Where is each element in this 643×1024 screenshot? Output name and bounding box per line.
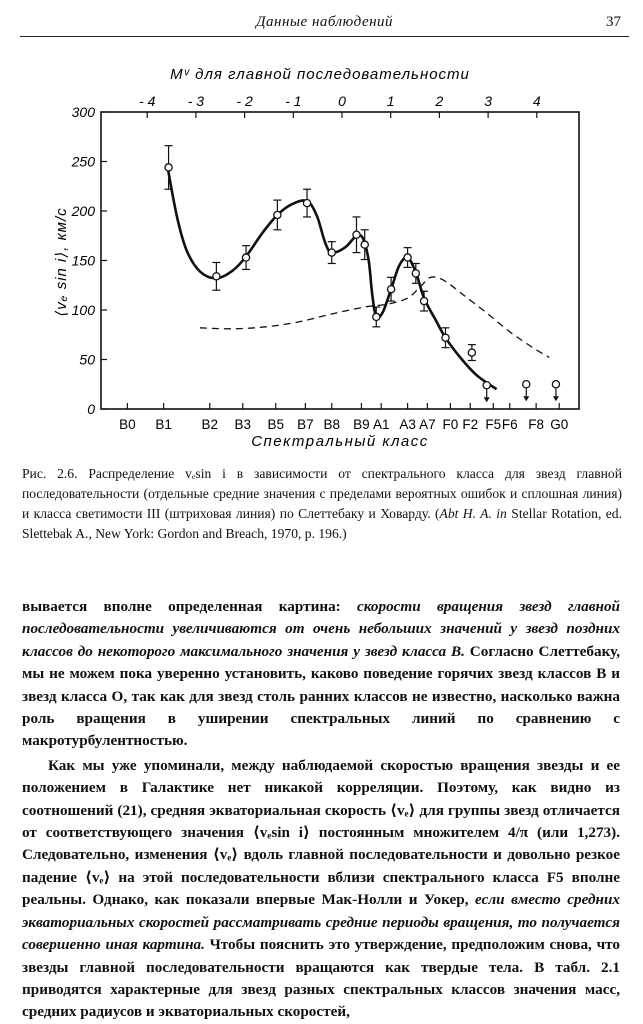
data-point (468, 349, 475, 356)
data-point (523, 381, 530, 388)
top-tick-label: 3 (484, 93, 492, 109)
x-tick-label: F0 (442, 417, 459, 432)
x-tick-label: B2 (201, 417, 219, 432)
data-point (213, 273, 220, 280)
data-point (483, 382, 490, 389)
x-tick-label: F5 (485, 417, 502, 432)
paragraph-2-text-b: Чтобы пояснить это утверждение, предположим снова, что звезды главной последовательности вращаются как твердые тела. В табл. 2.1 приводятся характерные для звезд разных спектральных классов значения масс, средних радиусов и экваториальных скоростей, (22, 936, 620, 1021)
data-point (387, 286, 394, 293)
data-point (361, 241, 368, 248)
x-tick-label: B0 (119, 417, 136, 432)
top-axis-ticks (139, 93, 541, 118)
top-tick-label: 1 (386, 93, 395, 109)
x-tick-label: A1 (372, 417, 390, 432)
data-point (412, 270, 419, 277)
data-point (373, 313, 380, 320)
paragraph-1-text-b: Согласно Слеттебаку, мы не можем пока уверенно установить, каково поведение горячих звезд классов B и звезд класса O, так как для звезд столь ранних классов не известно, насколько важна роль вращения в уширении спектральных линий по сравнению с макротурбулентностью. (22, 642, 620, 750)
x-tick-label: A7 (419, 417, 436, 432)
x-tick-label: G0 (550, 417, 569, 432)
top-tick-label: - 2 (236, 93, 253, 109)
paragraph-2-text-a: Как мы уже упоминали, между наблюдаемой скоростью вращения звезды и ее положением в Галактике нет никакой корреляции. Поэтому, как видно из соотношений (21), средняя экваториальная скорость ⟨vₑ⟩ для группы звезд отличается от соответствующего значения ⟨vₑsin i⟩ постоянным множителем 4/π (или 1,273). Следовательно, изменения ⟨vₑ⟩ вдоль главной последовательности и довольно резкое падение ⟨vₑ⟩ на этой последовательности вблизи спектрального класса F5 вполне реальны. Однако, как показали впервые Мак-Нолли и Уокер, (22, 756, 620, 909)
x-tick-label: A3 (399, 417, 416, 432)
top-tick-label: 2 (435, 93, 444, 109)
caption-text: Распределение vₑsin i в зависимости от спектрального класса для звезд главной последовательности (отдельные средние значения с пределами вероятных ошибок и сплошная линия) и класса светимости III (штриховая линия) по Слеттебаку и Ховарду. ( (22, 466, 623, 521)
y-tick-label: 100 (71, 302, 95, 318)
x-tick-label: B1 (155, 417, 172, 432)
data-points (165, 146, 560, 403)
body-text (22, 596, 620, 1024)
x-tick-label: B9 (353, 417, 370, 432)
data-point (353, 231, 360, 238)
y-tick-label: 0 (87, 401, 95, 417)
y-axis-label: ⟨vₑ sin i⟩, км/с (53, 207, 70, 317)
data-point (420, 297, 427, 304)
data-point (242, 254, 249, 261)
x-axis-ticks (119, 403, 568, 432)
x-tick-label: F2 (462, 417, 479, 432)
y-tick-label: 250 (71, 153, 95, 170)
data-point (442, 334, 449, 341)
page-number: 37 (606, 14, 621, 30)
paragraph-1-text-a: вывается вполне определенная картина: (22, 598, 358, 615)
y-tick-label: 200 (71, 203, 95, 219)
top-tick-label: - 1 (285, 93, 302, 109)
data-point (404, 254, 411, 261)
top-axis-label: Mᵛ для главной последовательности (170, 66, 470, 83)
x-tick-label: F8 (528, 417, 545, 432)
rotation-velocity-chart (0, 56, 643, 460)
upper-limit-arrowhead (553, 396, 559, 401)
x-tick-label: B8 (323, 417, 341, 432)
figure-caption (22, 464, 622, 544)
data-point (165, 164, 172, 171)
running-head-title: Данные наблюдений (255, 14, 394, 30)
y-tick-label: 50 (79, 351, 95, 368)
data-point (303, 199, 310, 206)
x-axis-label: Спектральный класс (251, 433, 429, 450)
paragraph-2-emphasis: если вместо средних экваториальных скоростей рассматривать средние периоды вращения, то получается совершенно иная картина. (22, 891, 621, 954)
top-tick-label: 4 (532, 93, 541, 109)
data-point (274, 211, 281, 218)
upper-limit-arrowhead (484, 397, 490, 402)
x-tick-label: F6 (501, 417, 518, 432)
paragraph-1 (22, 596, 620, 753)
upper-limit-arrowhead (523, 396, 529, 401)
caption-label: Рис. 2.6. (22, 466, 78, 481)
data-point (552, 381, 559, 388)
y-tick-label: 300 (71, 104, 95, 120)
caption-citation: Abt H. A. in (439, 506, 507, 521)
paragraph-2 (22, 755, 620, 1024)
y-tick-label: 150 (71, 252, 95, 269)
caption-source: Stellar Rotation, ed. Slettebak A., New York: Gordon and Breach, 1970, p. 196.) (22, 506, 622, 541)
x-tick-label: B5 (267, 417, 284, 432)
x-tick-label: B7 (297, 417, 314, 432)
header-rule (20, 36, 629, 37)
data-point (328, 249, 335, 256)
paragraph-1-emphasis: скорости вращения звезд главной последовательности увеличиваются от очень небольших значений у звезд поздних классов до некоторого максимального значения у звезд класса B. (22, 598, 620, 660)
plot-frame (101, 112, 579, 409)
top-tick-label: 0 (338, 93, 346, 109)
x-tick-label: B3 (234, 417, 252, 432)
top-tick-label: - 4 (139, 93, 156, 109)
running-header (20, 12, 629, 36)
top-tick-label: - 3 (187, 93, 205, 109)
